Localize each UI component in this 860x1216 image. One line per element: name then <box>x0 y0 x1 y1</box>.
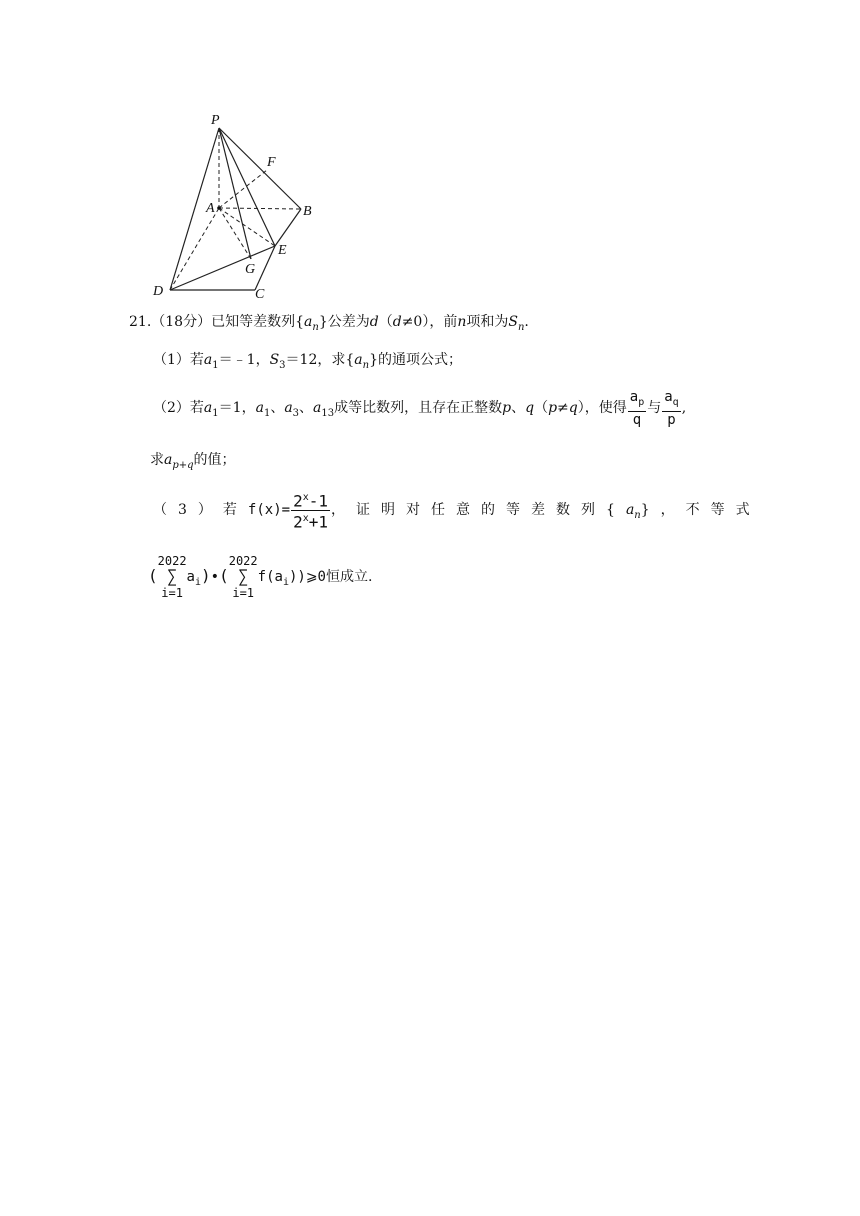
part1-text: }的通项公式； <box>369 352 463 368</box>
part2-text: 、 <box>511 400 526 416</box>
part2-text: ＝1， <box>218 400 256 416</box>
part2-text: 求 <box>150 452 164 468</box>
label-P: P <box>211 113 220 128</box>
sum-1 <box>158 554 187 600</box>
frac-num: 2 <box>293 491 303 511</box>
part-1 <box>153 350 462 376</box>
part2-text: ≠ <box>557 400 569 416</box>
part1-var: a <box>354 352 363 368</box>
stem-sub: n <box>517 322 525 333</box>
frac-den: q <box>632 411 642 428</box>
part1-text: （1）若 <box>153 352 204 368</box>
part2-sub: 1 <box>263 408 271 419</box>
label-C: C <box>255 287 265 302</box>
stem-var: d <box>392 314 402 330</box>
part2-text: 的值； <box>193 452 236 468</box>
dot-operator: • <box>210 569 220 585</box>
edge-PE <box>219 128 275 246</box>
sum-lower: i=1 <box>161 586 183 600</box>
label-E: E <box>278 243 287 258</box>
frac-den-sup: x <box>302 512 309 524</box>
label-G: G <box>245 262 256 277</box>
stem-var: a <box>304 314 313 330</box>
part3-sub: n <box>634 510 641 521</box>
geq-zero: ⩾0 <box>305 569 326 585</box>
frac-num-sup: x <box>302 492 309 504</box>
part3-text: }，不等式 <box>640 502 761 518</box>
part-2 <box>153 388 686 434</box>
part-3-inequality <box>148 550 372 609</box>
part2-var: a <box>255 400 264 416</box>
stem-var: n <box>457 314 467 330</box>
edge-AB <box>219 208 301 209</box>
part1-var: a <box>203 352 213 368</box>
fraction-ap-over-q <box>628 389 646 428</box>
part2-var: a <box>284 400 293 416</box>
sum-sigma: ∑ <box>238 567 249 587</box>
sum-upper: 2022 <box>228 554 258 568</box>
stem-sub: n <box>312 322 319 333</box>
part3-text: ，证明对任意的等差数列{ <box>331 502 626 518</box>
sum-sigma: ∑ <box>166 567 178 587</box>
close-paren: )) <box>288 569 306 585</box>
part1-text: ＝﹣1， <box>218 352 270 368</box>
stem-text: ≠0），前 <box>401 314 458 330</box>
sum-term: a <box>186 569 195 585</box>
frac-den-tail: +1 <box>308 511 329 531</box>
part2-var: q <box>568 400 578 416</box>
sum-lower: i=1 <box>232 586 255 600</box>
part2-var: a <box>203 400 213 416</box>
label-A: A <box>206 201 215 216</box>
stem-text: （ <box>378 314 393 330</box>
edge-DA <box>170 208 219 290</box>
edge-AF <box>219 170 267 208</box>
part3-var: a <box>625 502 635 518</box>
stem-text: }公差为 <box>318 314 370 330</box>
part2-text: 、 <box>270 400 285 416</box>
stem-text: 项和为 <box>466 314 509 330</box>
part1-sub: 1 <box>212 360 219 371</box>
part2-text: ），使得 <box>577 400 627 416</box>
part1-var: S <box>269 352 280 368</box>
sum-2 <box>229 554 258 600</box>
frac-num: a <box>629 388 639 405</box>
label-D: D <box>153 284 164 299</box>
label-B: B <box>303 204 312 219</box>
part2-sub: 1 <box>212 408 219 419</box>
part-3 <box>153 490 761 536</box>
part1-text: ＝12，求{ <box>285 352 355 368</box>
part2-var: p <box>548 400 558 416</box>
part3-func: f(x)= <box>247 502 291 518</box>
frac-num-sub: q <box>672 396 679 408</box>
sum-term: f(a <box>257 569 283 585</box>
pyramid-diagram <box>145 108 345 303</box>
part3-text: （3）若 <box>153 502 248 518</box>
part2-text: 成等比数列，且存在正整数 <box>334 400 503 416</box>
part2-text: , <box>681 400 687 416</box>
edge-AG <box>219 208 251 259</box>
part2-text: （ <box>534 400 549 416</box>
frac-num: a <box>664 388 673 405</box>
part1-sub: n <box>362 360 370 371</box>
label-F: F <box>267 155 276 170</box>
sum-term-sub: i <box>282 577 289 588</box>
sum-term-sub: i <box>194 577 202 588</box>
stem-text: . <box>524 314 529 330</box>
open-paren: ( <box>148 566 158 585</box>
part2-sub: p+q <box>172 460 194 471</box>
part2-var: q <box>525 400 535 416</box>
part2-var: p <box>502 400 512 416</box>
sum-upper: 2022 <box>157 554 187 568</box>
part1-sub: 3 <box>279 360 286 371</box>
edge-PB <box>219 128 301 209</box>
part2-sub: 13 <box>321 408 335 419</box>
stem-var: d <box>369 314 379 330</box>
frac-num-sub: p <box>638 396 645 408</box>
part2-text: （2）若 <box>153 400 204 416</box>
frac-den: p <box>667 411 676 428</box>
part2-text: 与 <box>647 400 662 416</box>
part2-text: 、 <box>299 400 314 416</box>
close-paren: ) <box>201 566 211 585</box>
edge-PG <box>219 128 251 259</box>
pyramid-figure <box>145 108 345 303</box>
part-2-line-2 <box>150 450 236 476</box>
stem-text: 已知等差数列{ <box>211 314 305 330</box>
part3-text: 恒成立. <box>326 569 373 585</box>
fraction-fx <box>291 490 330 530</box>
frac-num-tail: -1 <box>308 491 329 511</box>
edge-BE <box>275 209 301 246</box>
fraction-aq-over-p <box>662 389 680 428</box>
problem-score: （18分） <box>151 314 212 330</box>
edge-DE <box>170 246 275 290</box>
part2-var: a <box>164 452 173 468</box>
open-paren: ( <box>219 566 229 585</box>
part2-sub: 3 <box>292 408 300 419</box>
frac-den: 2 <box>293 511 303 531</box>
stem-var: S <box>508 314 518 330</box>
point-A <box>217 206 221 210</box>
problem-number: 21. <box>129 314 152 330</box>
part2-var: a <box>313 400 322 416</box>
problem-stem <box>129 312 529 338</box>
